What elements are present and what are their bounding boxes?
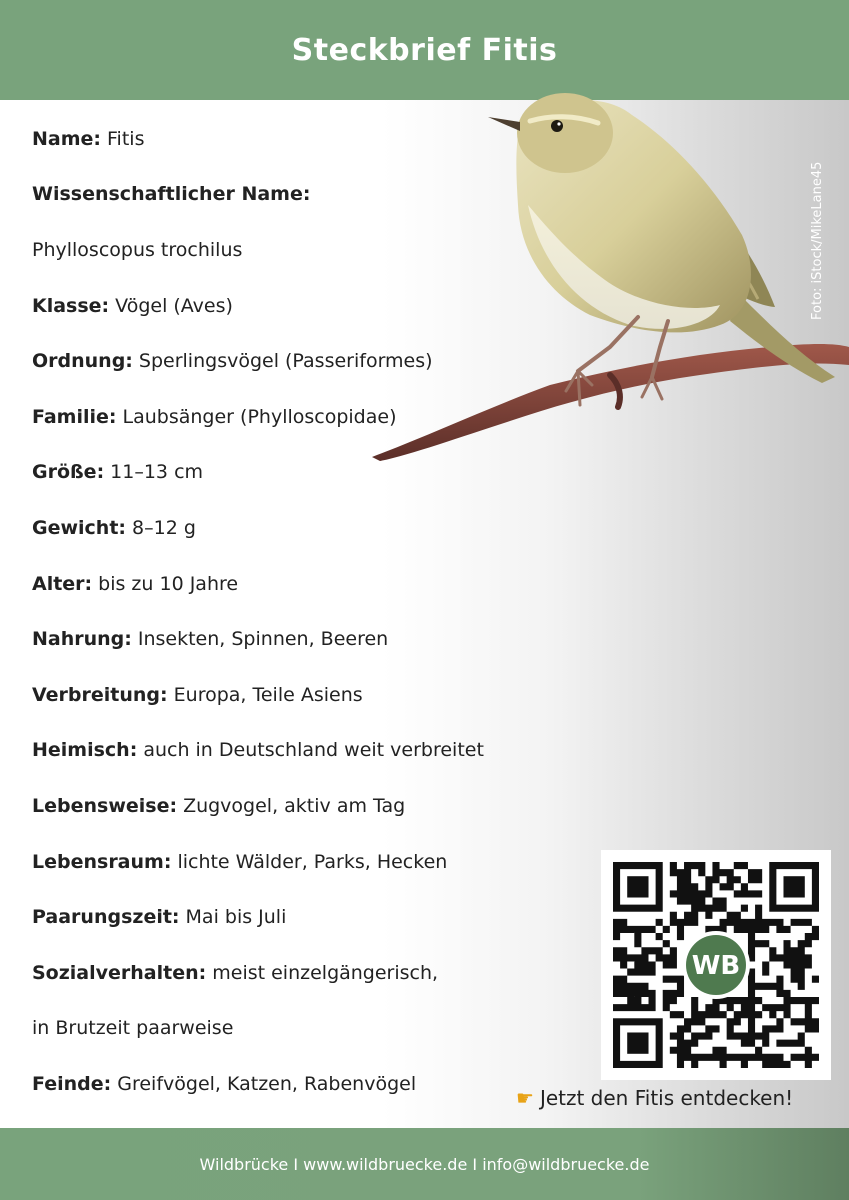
fact-value: Sperlingsvögel (Passeriformes) <box>138 350 433 373</box>
fact-scientific-name <box>32 167 592 223</box>
fact-value: 11–13 cm <box>110 461 204 484</box>
fact-label: Ordnung: <box>32 350 133 373</box>
fact-value: 8–12 g <box>132 516 196 539</box>
fact-size <box>32 445 592 501</box>
fact-distribution <box>32 667 592 723</box>
fact-social-behavior-cont <box>32 1001 592 1057</box>
qr-finder-pattern <box>617 1022 660 1065</box>
fact-value: Greifvögel, Katzen, Rabenvögel <box>117 1072 417 1095</box>
fact-enemies <box>32 1056 592 1112</box>
fact-label: Heimisch: <box>32 739 138 762</box>
fact-food <box>32 611 592 667</box>
fact-label: Lebensweise: <box>32 794 178 817</box>
fact-label: Größe: <box>32 461 105 484</box>
fact-label: Lebensraum: <box>32 850 172 873</box>
fact-value: bis zu 10 Jahre <box>98 572 239 595</box>
fact-value: Laubsänger (Phylloscopidae) <box>122 405 397 428</box>
wb-logo-text: WB <box>691 951 741 981</box>
fact-social-behavior <box>32 945 592 1001</box>
qr-finder-pattern <box>773 866 816 909</box>
fact-value: meist einzelgängerisch, <box>212 961 439 984</box>
fact-label: Klasse: <box>32 294 110 317</box>
qr-code[interactable] <box>601 850 831 1080</box>
fact-order <box>32 333 592 389</box>
fact-lifestyle <box>32 778 592 834</box>
fact-value: Phylloscopus trochilus <box>32 238 243 261</box>
photo-credit: Foto: iStock/MikeLane45 <box>810 161 825 320</box>
page-title: Steckbrief Fitis <box>291 32 558 68</box>
fact-label: Wissenschaftlicher Name: <box>32 183 311 206</box>
pointing-hand-icon: ☛ <box>516 1086 534 1110</box>
fact-label: Gewicht: <box>32 516 127 539</box>
fact-family <box>32 389 592 445</box>
fact-scientific-name-value <box>32 222 592 278</box>
fact-value: Europa, Teile Asiens <box>173 683 363 706</box>
fact-value: Insekten, Spinnen, Beeren <box>137 628 389 651</box>
fact-value: in Brutzeit paarweise <box>32 1017 234 1040</box>
fact-value: lichte Wälder, Parks, Hecken <box>177 850 448 873</box>
fact-label: Nahrung: <box>32 628 132 651</box>
fact-label: Familie: <box>32 405 117 428</box>
fact-label: Feinde: <box>32 1072 112 1095</box>
fact-mating-season <box>32 889 592 945</box>
fact-label: Verbreitung: <box>32 683 168 706</box>
cta-label: Jetzt den Fitis entdecken! <box>539 1086 794 1110</box>
fact-value: Fitis <box>107 127 145 150</box>
footer-contact: Wildbrücke I www.wildbruecke.de I info@wildbruecke.de <box>199 1154 650 1174</box>
fact-label: Alter: <box>32 572 93 595</box>
fact-habitat <box>32 834 592 890</box>
qr-finder-pattern <box>617 866 660 909</box>
fact-class <box>32 278 592 334</box>
qr-code-graphic <box>601 850 831 1080</box>
fact-label: Name: <box>32 127 102 150</box>
fact-value: Vögel (Aves) <box>115 294 233 317</box>
cta-text <box>516 1086 793 1110</box>
fact-value: Mai bis Juli <box>185 906 287 929</box>
fact-value: Zugvogel, aktiv am Tag <box>183 794 406 817</box>
fact-label: Sozialverhalten: <box>32 961 207 984</box>
fact-name <box>32 111 592 167</box>
fact-value: auch in Deutschland weit verbreitet <box>143 739 484 762</box>
fact-list <box>32 111 592 1112</box>
fact-native <box>32 723 592 779</box>
footer-bar <box>0 1128 849 1200</box>
fact-label: Paarungszeit: <box>32 906 180 929</box>
fact-weight <box>32 500 592 556</box>
fact-age <box>32 556 592 612</box>
